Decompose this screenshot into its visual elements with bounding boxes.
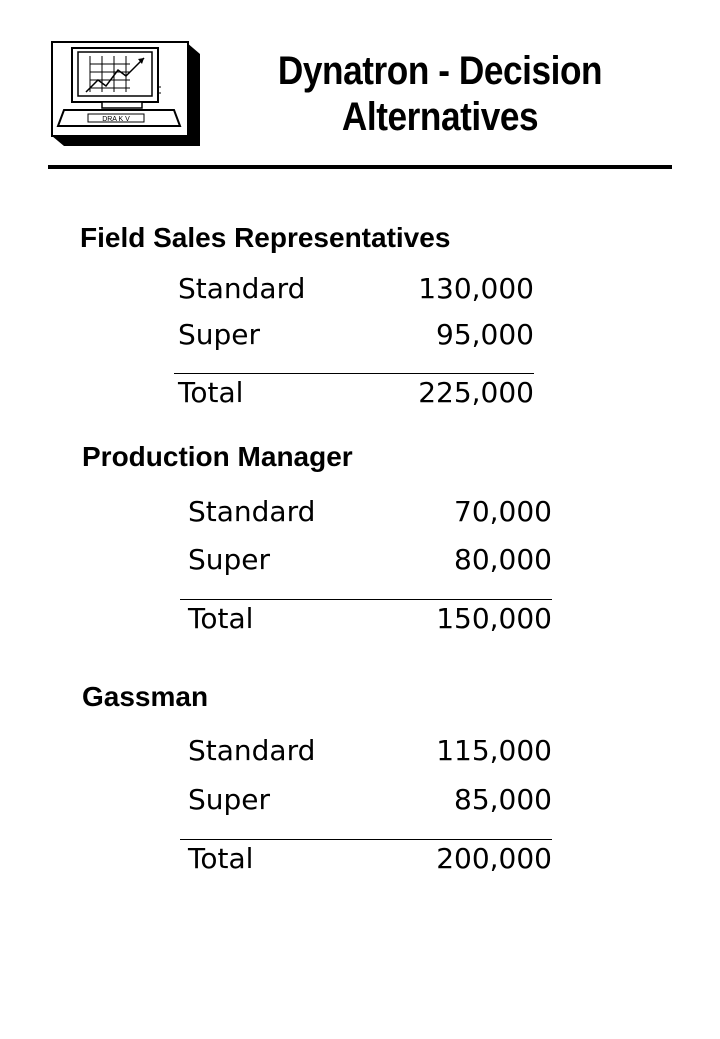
- total-label: Total: [188, 842, 254, 875]
- total-value: 150,000: [436, 602, 552, 635]
- page-title: [255, 48, 625, 140]
- table-row: [188, 734, 552, 768]
- row-value: 130,000: [418, 272, 534, 305]
- table-row: [178, 318, 534, 352]
- title-divider: [48, 165, 672, 169]
- svg-text:DRA K V: DRA K V: [102, 116, 130, 123]
- row-label: Super: [178, 318, 261, 351]
- total-row: [188, 602, 552, 636]
- row-label: Super: [188, 783, 271, 816]
- row-value: 95,000: [436, 318, 534, 351]
- total-label: Total: [188, 602, 254, 635]
- total-divider: [180, 599, 552, 600]
- table-row: [188, 783, 552, 817]
- section-heading-production-manager: Production Manager: [82, 441, 353, 472]
- row-value: 85,000: [454, 783, 552, 816]
- row-label: Standard: [188, 495, 316, 528]
- total-row: [188, 842, 552, 876]
- total-divider: [174, 373, 534, 374]
- table-row: [188, 543, 552, 577]
- table-row: [188, 495, 552, 529]
- section-heading-gassman: Gassman: [82, 681, 209, 712]
- title-line-1: Dynatron - Decision: [277, 49, 603, 93]
- total-label: Total: [178, 376, 244, 409]
- table-row: [178, 272, 534, 306]
- total-value: 200,000: [436, 842, 552, 875]
- row-value: 70,000: [454, 495, 552, 528]
- gassman-table: [188, 734, 552, 876]
- production-manager-table: [188, 495, 552, 637]
- computer-logo-icon: [46, 40, 202, 148]
- row-label: Standard: [188, 734, 316, 767]
- title-line-2: Alternatives: [341, 95, 539, 139]
- total-row: [178, 376, 534, 410]
- total-divider: [180, 839, 552, 840]
- row-label: Super: [188, 543, 271, 576]
- total-value: 225,000: [418, 376, 534, 409]
- field-sales-table: [178, 272, 534, 412]
- row-value: 80,000: [454, 543, 552, 576]
- row-label: Standard: [178, 272, 306, 305]
- section-heading-field-sales: Field Sales Representatives: [80, 222, 451, 253]
- row-value: 115,000: [436, 734, 552, 767]
